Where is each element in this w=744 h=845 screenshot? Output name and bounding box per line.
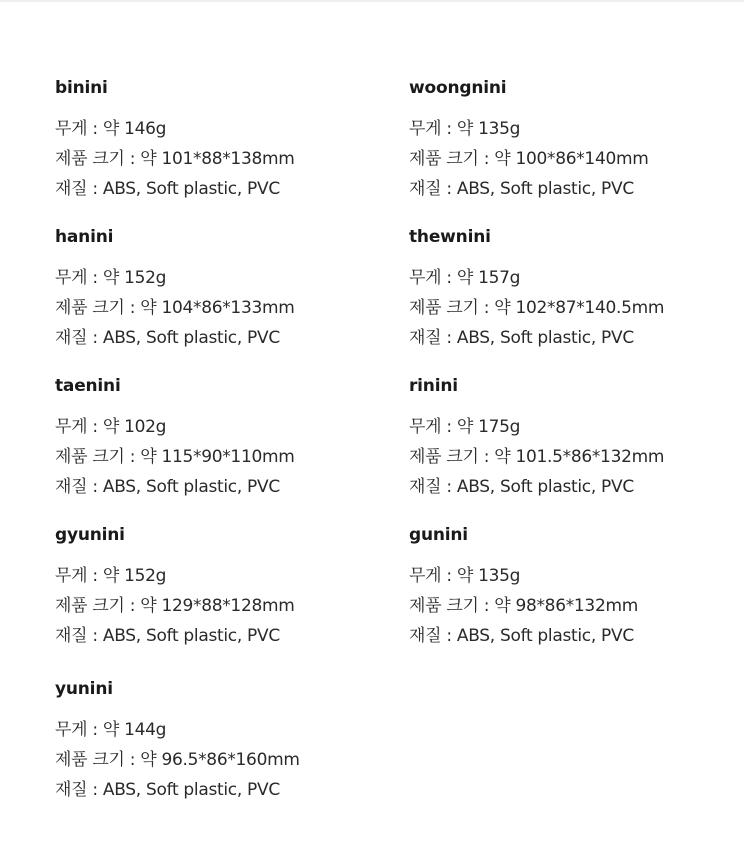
- size-text: 제품 크기 : 약 115*90*110mm: [55, 447, 295, 467]
- weight-text: 무게 : 약 157g: [409, 268, 521, 288]
- material-text: 재질 : ABS, Soft plastic, PVC: [55, 477, 280, 497]
- weight-text: 무게 : 약 146g: [55, 119, 167, 139]
- material-text: 재질 : ABS, Soft plastic, PVC: [409, 328, 634, 348]
- size-text: 제품 크기 : 약 101.5*86*132mm: [409, 447, 665, 467]
- product-spec-gunini: [409, 524, 729, 651]
- product-spec-binini: [55, 77, 375, 204]
- weight-text: 무게 : 약 144g: [55, 720, 167, 740]
- weight-text: 무게 : 약 152g: [55, 268, 167, 288]
- size-text: 제품 크기 : 약 104*86*133mm: [55, 298, 295, 318]
- weight-text: 무게 : 약 102g: [55, 417, 167, 437]
- product-spec-hanini: [55, 226, 375, 353]
- product-name: yunini: [55, 679, 113, 699]
- size-text: 제품 크기 : 약 98*86*132mm: [409, 596, 638, 616]
- product-name: binini: [55, 78, 108, 98]
- material-text: 재질 : ABS, Soft plastic, PVC: [409, 626, 634, 646]
- material-text: 재질 : ABS, Soft plastic, PVC: [409, 477, 634, 497]
- material-text: 재질 : ABS, Soft plastic, PVC: [55, 626, 280, 646]
- top-divider: [0, 0, 744, 2]
- weight-text: 무게 : 약 135g: [409, 119, 521, 139]
- material-text: 재질 : ABS, Soft plastic, PVC: [55, 328, 280, 348]
- size-text: 제품 크기 : 약 100*86*140mm: [409, 149, 649, 169]
- product-name: taenini: [55, 376, 121, 396]
- product-name: thewnini: [409, 227, 491, 247]
- product-name: hanini: [55, 227, 114, 247]
- size-text: 제품 크기 : 약 96.5*86*160mm: [55, 750, 300, 770]
- product-spec-taenini: [55, 375, 375, 502]
- weight-text: 무게 : 약 135g: [409, 566, 521, 586]
- weight-text: 무게 : 약 175g: [409, 417, 521, 437]
- product-name: woongnini: [409, 78, 507, 98]
- product-spec-gyunini: [55, 524, 375, 651]
- product-spec-rinini: [409, 375, 729, 502]
- size-text: 제품 크기 : 약 102*87*140.5mm: [409, 298, 665, 318]
- product-name: rinini: [409, 376, 458, 396]
- product-name: gyunini: [55, 525, 125, 545]
- product-spec-thewnini: [409, 226, 729, 353]
- size-text: 제품 크기 : 약 101*88*138mm: [55, 149, 295, 169]
- material-text: 재질 : ABS, Soft plastic, PVC: [55, 179, 280, 199]
- material-text: 재질 : ABS, Soft plastic, PVC: [55, 780, 280, 800]
- product-name: gunini: [409, 525, 468, 545]
- weight-text: 무게 : 약 152g: [55, 566, 167, 586]
- product-spec-yunini: [55, 678, 375, 805]
- size-text: 제품 크기 : 약 129*88*128mm: [55, 596, 295, 616]
- product-spec-woongnini: [409, 77, 729, 204]
- material-text: 재질 : ABS, Soft plastic, PVC: [409, 179, 634, 199]
